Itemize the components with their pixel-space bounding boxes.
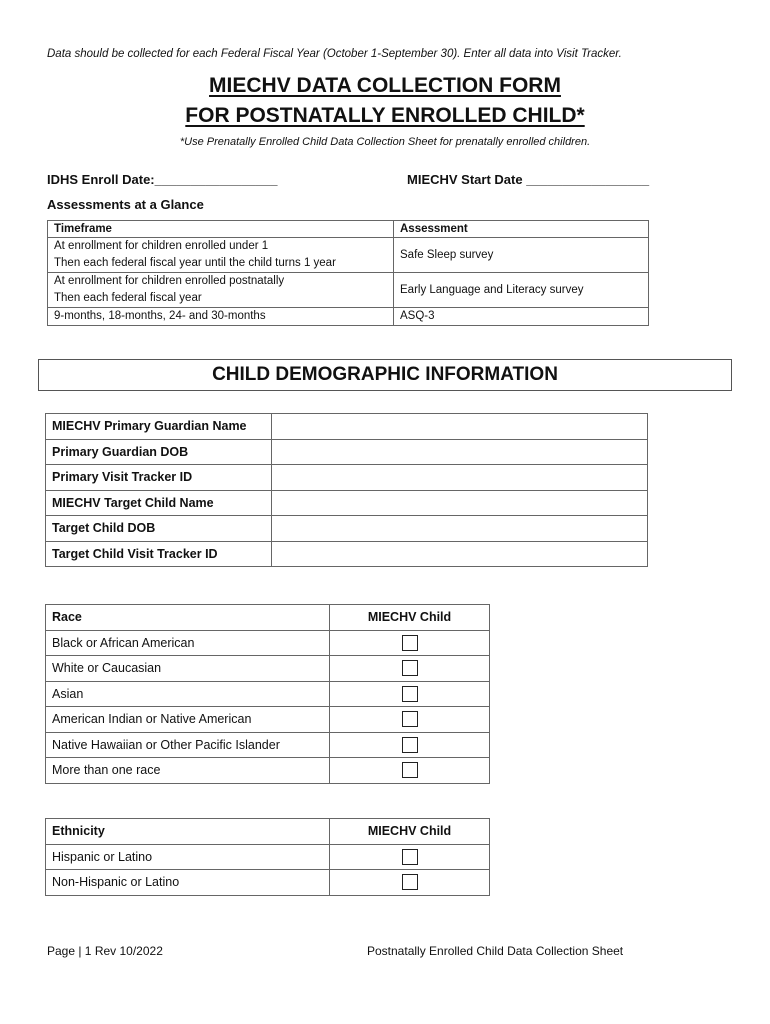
race-pacific-islander-checkbox[interactable] bbox=[402, 737, 418, 753]
timeframe-line: Then each federal fiscal year bbox=[54, 292, 202, 304]
page-info: Page | 1 Rev 10/2022 bbox=[47, 944, 163, 958]
col-ethnicity: Ethnicity bbox=[46, 819, 330, 845]
race-multiple-checkbox[interactable] bbox=[402, 762, 418, 778]
col-timeframe: Timeframe bbox=[48, 221, 394, 238]
checkbox-cell bbox=[330, 758, 490, 784]
table-row bbox=[46, 490, 648, 516]
race-american-indian-checkbox[interactable] bbox=[402, 711, 418, 727]
guardian-dob-input[interactable] bbox=[272, 439, 648, 465]
assessment-cell: Early Language and Literacy survey bbox=[394, 273, 649, 308]
target-child-visit-tracker-id-input[interactable] bbox=[272, 541, 648, 567]
col-race: Race bbox=[46, 605, 330, 631]
target-child-name-input[interactable] bbox=[272, 490, 648, 516]
timeframe-line: At enrollment for children enrolled postnatally bbox=[54, 275, 285, 287]
ethnicity-non-hispanic-checkbox[interactable] bbox=[402, 874, 418, 890]
table-row bbox=[48, 308, 649, 326]
table-row bbox=[46, 758, 490, 784]
sub-note: *Use Prenatally Enrolled Child Data Collection Sheet for prenatally enrolled children. bbox=[179, 136, 591, 148]
table-row bbox=[46, 465, 648, 491]
race-option-label: White or Caucasian bbox=[46, 656, 330, 682]
timeframe-cell bbox=[48, 273, 394, 308]
race-table bbox=[45, 604, 490, 784]
table-header-row bbox=[46, 605, 490, 631]
document-name: Postnatally Enrolled Child Data Collection Sheet bbox=[367, 944, 624, 958]
assessments-table bbox=[47, 220, 649, 326]
field-label: MIECHV Target Child Name bbox=[46, 490, 272, 516]
form-title-line2: FOR POSTNATALLY ENROLLED CHILD* bbox=[185, 104, 585, 127]
race-asian-checkbox[interactable] bbox=[402, 686, 418, 702]
demographics-heading: CHILD DEMOGRAPHIC INFORMATION bbox=[38, 359, 732, 391]
ethnicity-table bbox=[45, 818, 490, 896]
table-row bbox=[46, 630, 490, 656]
checkbox-cell bbox=[330, 630, 490, 656]
race-option-label: American Indian or Native American bbox=[46, 707, 330, 733]
race-option-label: More than one race bbox=[46, 758, 330, 784]
field-label: Target Child Visit Tracker ID bbox=[46, 541, 272, 567]
table-row bbox=[46, 516, 648, 542]
guardian-name-input[interactable] bbox=[272, 414, 648, 440]
col-miechv-child: MIECHV Child bbox=[330, 819, 490, 845]
field-label: Target Child DOB bbox=[46, 516, 272, 542]
checkbox-cell bbox=[330, 707, 490, 733]
ethnicity-option-label: Non-Hispanic or Latino bbox=[46, 870, 330, 896]
ethnicity-option-label: Hispanic or Latino bbox=[46, 844, 330, 870]
ethnicity-hispanic-checkbox[interactable] bbox=[402, 849, 418, 865]
timeframe-cell: 9-months, 18-months, 24- and 30-months bbox=[48, 308, 394, 326]
table-header-row bbox=[46, 819, 490, 845]
table-row bbox=[48, 238, 649, 273]
race-option-label: Black or African American bbox=[46, 630, 330, 656]
checkbox-cell bbox=[330, 844, 490, 870]
idhs-enroll-date-field[interactable]: IDHS Enroll Date:_________________ bbox=[47, 172, 278, 187]
primary-visit-tracker-id-input[interactable] bbox=[272, 465, 648, 491]
field-label: Primary Visit Tracker ID bbox=[46, 465, 272, 491]
assessments-heading: Assessments at a Glance bbox=[47, 197, 204, 212]
table-row bbox=[46, 844, 490, 870]
assessment-cell: Safe Sleep survey bbox=[394, 238, 649, 273]
race-option-label: Asian bbox=[46, 681, 330, 707]
race-black-checkbox[interactable] bbox=[402, 635, 418, 651]
col-miechv-child: MIECHV Child bbox=[330, 605, 490, 631]
table-row bbox=[46, 681, 490, 707]
assessment-cell: ASQ-3 bbox=[394, 308, 649, 326]
table-row bbox=[46, 870, 490, 896]
table-row bbox=[46, 414, 648, 440]
timeframe-cell bbox=[48, 238, 394, 273]
timeframe-line: Then each federal fiscal year until the child turns 1 year bbox=[54, 257, 336, 269]
col-assessment: Assessment bbox=[394, 221, 649, 238]
checkbox-cell bbox=[330, 732, 490, 758]
checkbox-cell bbox=[330, 681, 490, 707]
table-row bbox=[46, 541, 648, 567]
form-title-line1: MIECHV DATA COLLECTION FORM bbox=[209, 74, 561, 97]
target-child-dob-input[interactable] bbox=[272, 516, 648, 542]
top-note: Data should be collected for each Federal Fiscal Year (October 1-September 30). Enter all data into Visit Tracker. bbox=[47, 48, 622, 60]
table-row bbox=[46, 439, 648, 465]
field-label: Primary Guardian DOB bbox=[46, 439, 272, 465]
timeframe-line: At enrollment for children enrolled under 1 bbox=[54, 240, 269, 252]
table-header-row bbox=[48, 221, 649, 238]
race-white-checkbox[interactable] bbox=[402, 660, 418, 676]
race-option-label: Native Hawaiian or Other Pacific Islander bbox=[46, 732, 330, 758]
guardian-table bbox=[45, 413, 648, 567]
table-row bbox=[48, 273, 649, 308]
miechv-start-date-field[interactable]: MIECHV Start Date _________________ bbox=[407, 172, 650, 187]
table-row bbox=[46, 732, 490, 758]
table-row bbox=[46, 707, 490, 733]
table-row bbox=[46, 656, 490, 682]
checkbox-cell bbox=[330, 656, 490, 682]
field-label: MIECHV Primary Guardian Name bbox=[46, 414, 272, 440]
checkbox-cell bbox=[330, 870, 490, 896]
